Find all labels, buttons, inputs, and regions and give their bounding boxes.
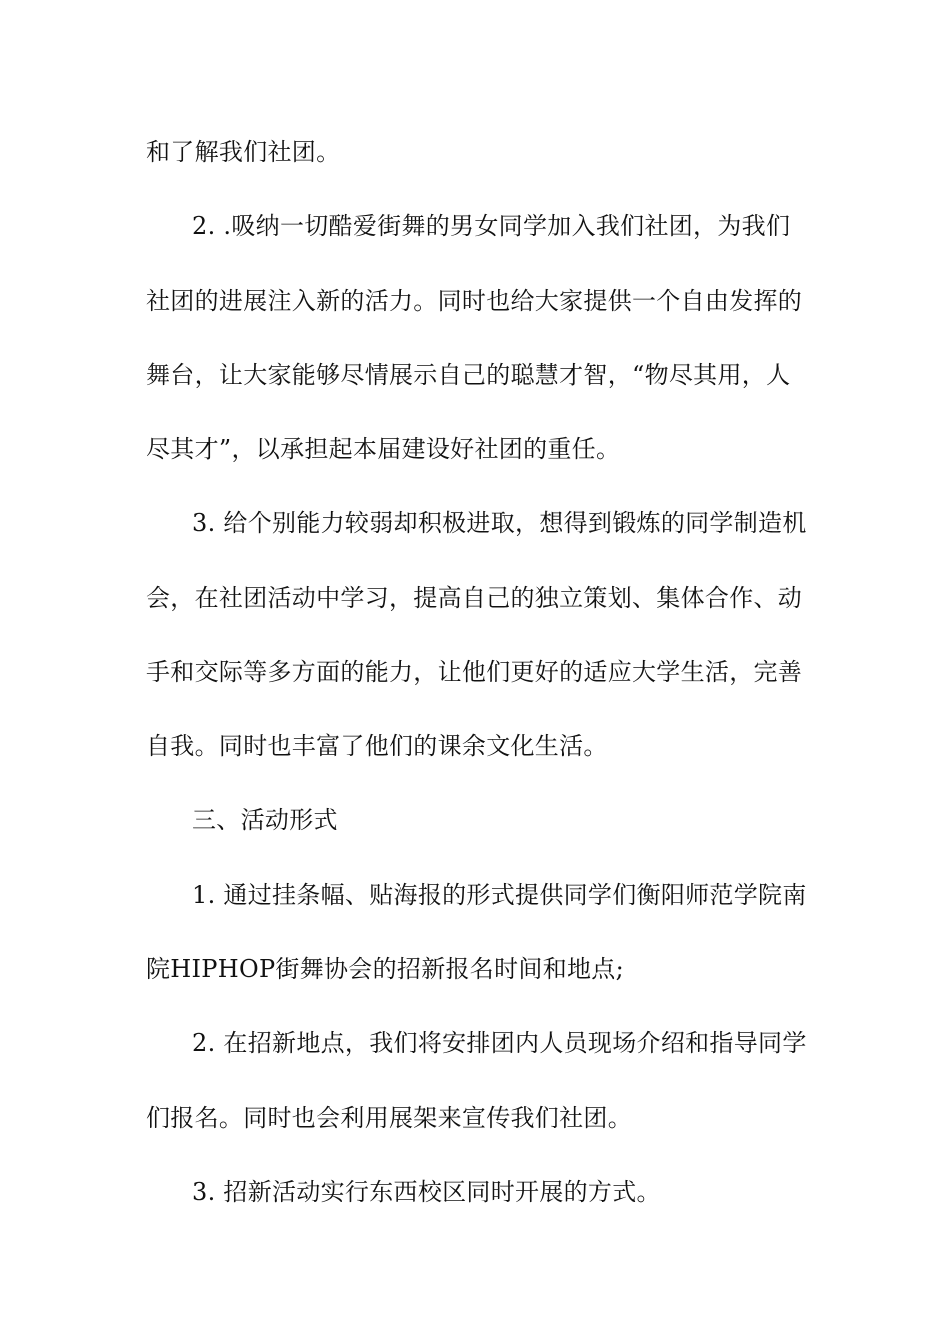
paragraph-line: 社团的进展注入新的活力。同时也给大家提供一个自由发挥的 [146, 287, 803, 315]
list-item-3-line-1: 3. 给个别能力较弱却积极进取，想得到锻炼的同学制造机 [192, 509, 807, 537]
list-item-1-line-1: 1. 通过挂条幅、贴海报的形式提供同学们衡阳师范学院南 [192, 881, 807, 909]
paragraph-line: 会，在社团活动中学习，提高自己的独立策划、集体合作、动 [146, 584, 803, 612]
paragraph-line: 尽其才”，以承担起本届建设好社团的重任。 [146, 435, 621, 463]
paragraph-line: 自我。同时也丰富了他们的课余文化生活。 [146, 732, 608, 760]
paragraph-line: 舞台，让大家能够尽情展示自己的聪慧才智，“物尽其用，人 [146, 361, 791, 389]
paragraph-line: 们报名。同时也会利用展架来宣传我们社团。 [146, 1104, 632, 1132]
section-heading: 三、活动形式 [192, 806, 338, 834]
paragraph-line: 院HIPHOP街舞协会的招新报名时间和地点; [146, 955, 624, 983]
paragraph-line: 手和交际等多方面的能力，让他们更好的适应大学生活，完善 [146, 658, 803, 686]
list-item-3-line-1: 3. 招新活动实行东西校区同时开展的方式。 [192, 1178, 661, 1206]
list-item-2-line-1: 2. .吸纳一切酷爱街舞的男女同学加入我们社团，为我们 [192, 212, 791, 240]
paragraph-line: 和了解我们社团。 [146, 138, 341, 166]
list-item-2-line-1: 2. 在招新地点，我们将安排团内人员现场介绍和指导同学 [192, 1029, 807, 1057]
